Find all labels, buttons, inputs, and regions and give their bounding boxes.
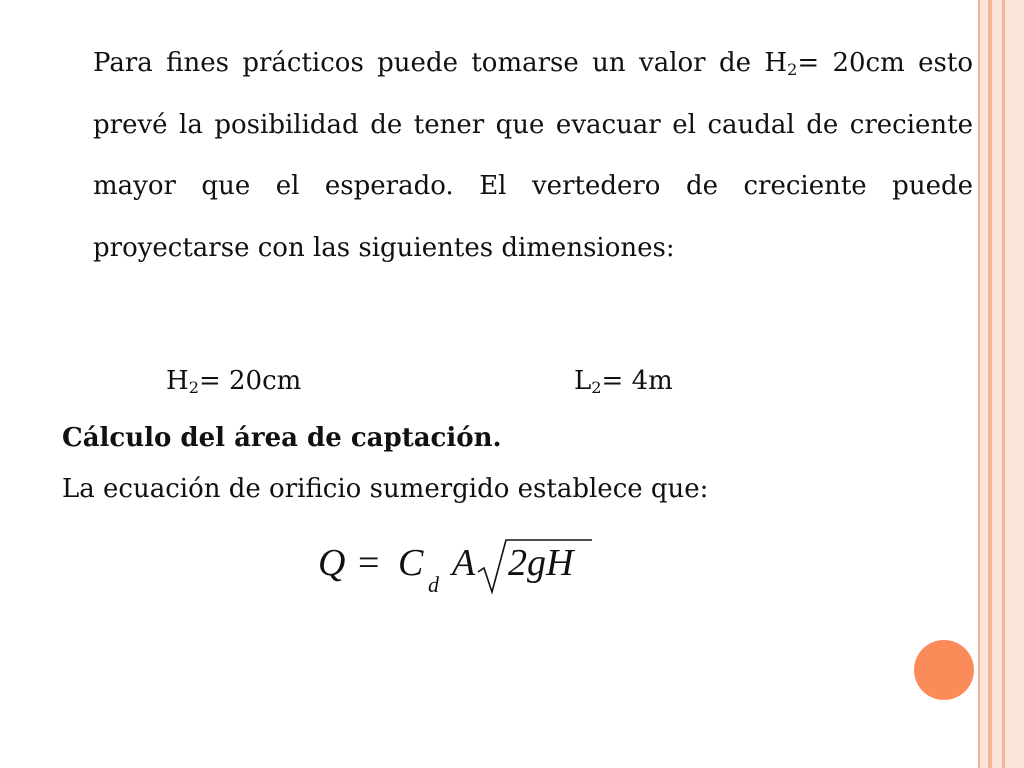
paragraph-suffix: = 20cm esto prevé la posibilidad de tener que evacuar el caudal de creciente mayor que el esperado. El vertedero de creciente puede proyectarse con las siguientes dimensiones: [93,48,973,263]
stripe [992,0,1002,768]
formula-a: A [452,542,476,584]
dimension-h2-value: = 20cm [198,366,302,396]
dimension-l2 [574,361,673,401]
stripe [1005,0,1024,768]
dimension-l2-symbol: L [574,366,592,396]
dimension-h2-subscript: 2 [188,378,199,398]
formula-d-subscript: d [428,572,439,597]
section-heading: Cálculo del área de captación. [62,423,502,453]
decorative-side-stripes [978,0,1024,768]
dimension-l2-value: = 4m [601,366,673,396]
formula-equals: = [358,542,380,584]
intro-text: La ecuación de orificio sumergido establece que: [62,474,709,504]
formula-radicand: 2gH [508,542,574,584]
dimension-h2-symbol: H [166,366,189,396]
formula-c: C [398,542,424,584]
stripe [980,0,988,768]
body-paragraph [93,33,973,279]
formula-q: Q [318,542,346,584]
dimension-l2-subscript: 2 [591,378,602,398]
paragraph-subscript: 2 [787,60,798,80]
dimension-h2 [166,361,301,401]
accent-circle [914,640,974,700]
paragraph-prefix: Para fines prácticos puede tomarse un valor de H [93,48,788,78]
